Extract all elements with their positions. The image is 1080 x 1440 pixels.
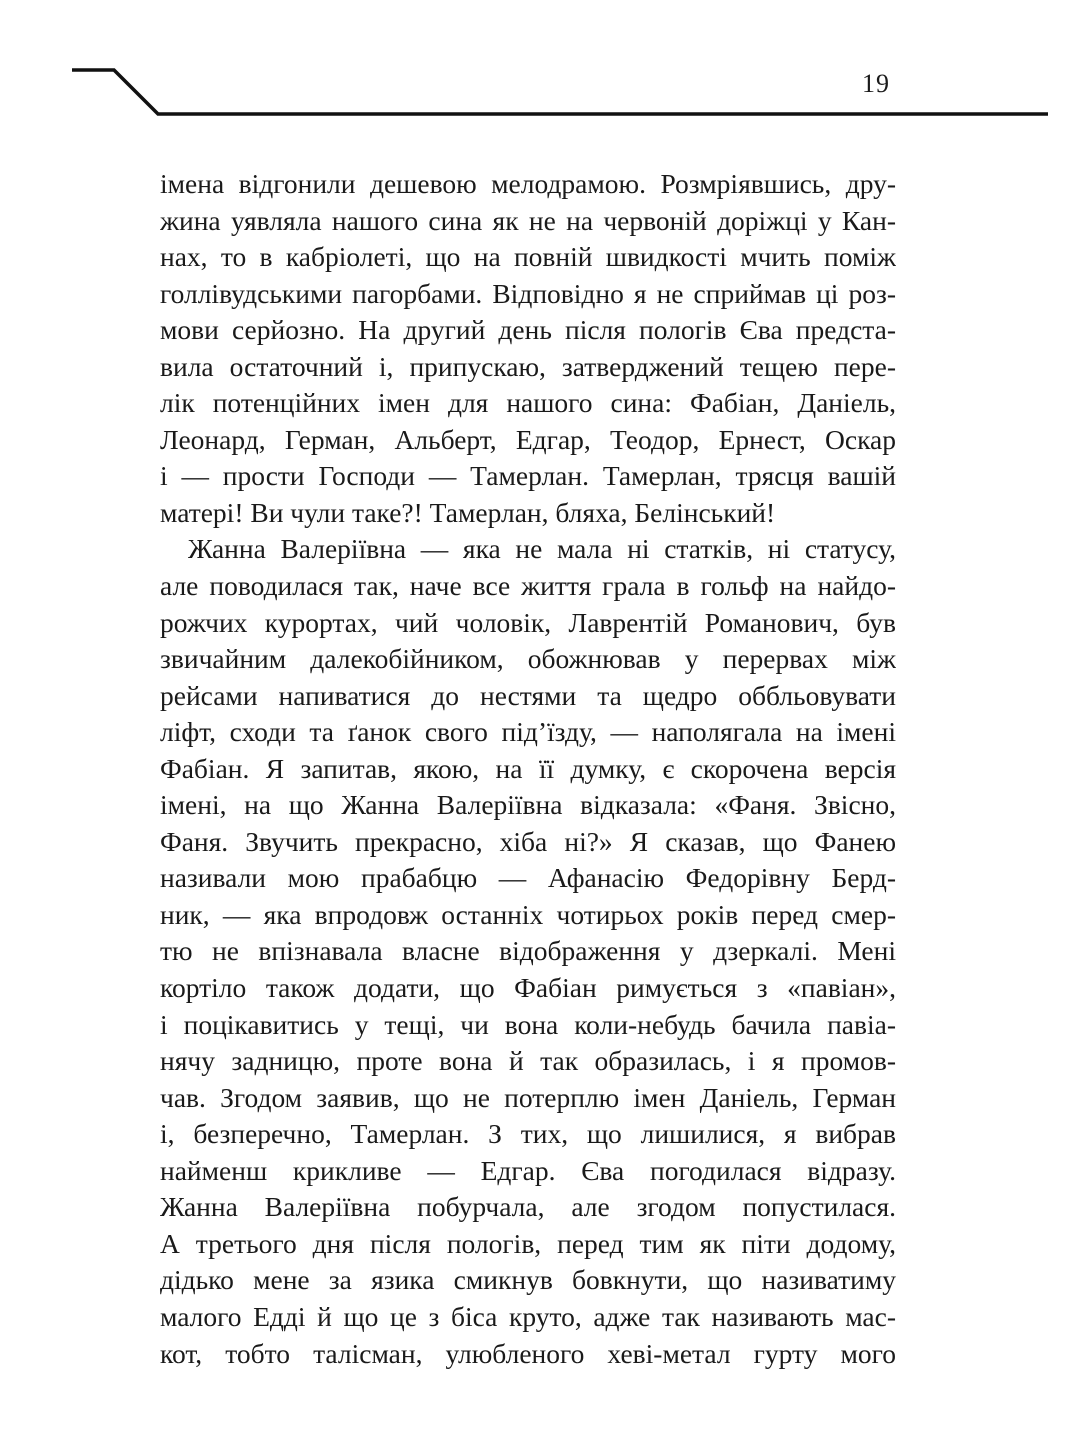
page-header [0,0,1080,140]
header-rule [0,0,1080,140]
text-line: називали мою прабабцю — Афанасію Федорівну Берд- [160,862,896,894]
paragraph-end-line: матері! Ви чули таке?! Тамерлан, бляха, Белінський! [160,496,776,528]
text-line: рейсами напиватися до нестями та щедро оббльовувати [160,679,896,711]
text-line: найменш крикливе — Едгар. Єва погодилася відразу. [160,1154,896,1186]
text-line: ник, — яка впродовж останніх чотирьох років перед смер- [160,898,896,930]
text-line: голлівудськими пагорбами. Відповідно я не сприймав ці роз- [160,277,896,309]
text-line: і поцікавитись у тещі, чи вона коли-небудь бачила павіа- [160,1008,896,1040]
text-line: рожчих курортах, чий чоловік, Лаврентій Романович, був [160,606,896,638]
text-line: Леонард, Герман, Альберт, Едгар, Теодор, Ернест, Оскар [160,423,896,455]
text-line: ліфт, сходи та ґанок свого під’їзду, — наполягала на імені [160,716,896,748]
text-line: жина уявляла нашого сина як не на червоній доріжці у Кан- [160,204,896,236]
text-line: А третього дня після пологів, перед тим як піти додому, [160,1227,896,1259]
text-line: кот, тобто талісман, улюбленого хеві-метал гурту мого [160,1337,896,1369]
text-line: малого Едді й що це з біса круто, адже так називають мас- [160,1300,896,1332]
text-line: і, безперечно, Тамерлан. З тих, що лишилися, я вибрав [160,1118,896,1150]
text-line: вила остаточний і, припускаю, затверджений тещею пере- [160,350,896,382]
text-line: звичайним далекобійником, обожнював у перервах між [160,643,896,675]
text-line: лік потенційних імен для нашого сина: Фабіан, Даніель, [160,387,896,419]
text-line: чав. Згодом заявив, що не потерплю імен Даніель, Герман [160,1081,896,1113]
text-line: нячу задницю, проте вона й так образилась, і я промов- [160,1045,896,1077]
text-line: тю не впізнавала власне відображення у дзеркалі. Мені [160,935,896,967]
text-line: кортіло також додати, що Фабіан римується з «павіан», [160,972,896,1004]
paragraph-start-line: Жанна Валеріївна — яка не мала ні статків, ні статусу, [188,533,896,565]
text-line: нах, то в кабріолеті, що на повній швидкості мчить поміж [160,241,896,273]
text-line: мови серйозно. На другий день після пологів Єва предста- [160,314,896,346]
text-line: дідько мене за язика смикнув бовкнути, що називатиму [160,1264,896,1296]
text-line: імені, на що Жанна Валеріївна відказала: «Фаня. Звісно, [160,789,896,821]
text-line: Фабіан. Я запитав, якою, на її думку, є скорочена версія [160,752,896,784]
text-line: Жанна Валеріївна побурчала, але згодом попустилася. [160,1191,896,1223]
text-line: але поводилася так, наче все життя грала в гольф на найдо- [160,570,896,602]
body-text [160,166,896,1372]
text-line: і — прости Господи — Тамерлан. Тамерлан, трясця вашій [160,460,896,492]
text-line: імена відгонили дешевою мелодрамою. Розмріявшись, дру- [160,168,896,199]
page-number: 19 [862,69,890,98]
text-line: Фаня. Звучить прекрасно, хіба ні?» Я сказав, що Фанею [160,825,896,857]
